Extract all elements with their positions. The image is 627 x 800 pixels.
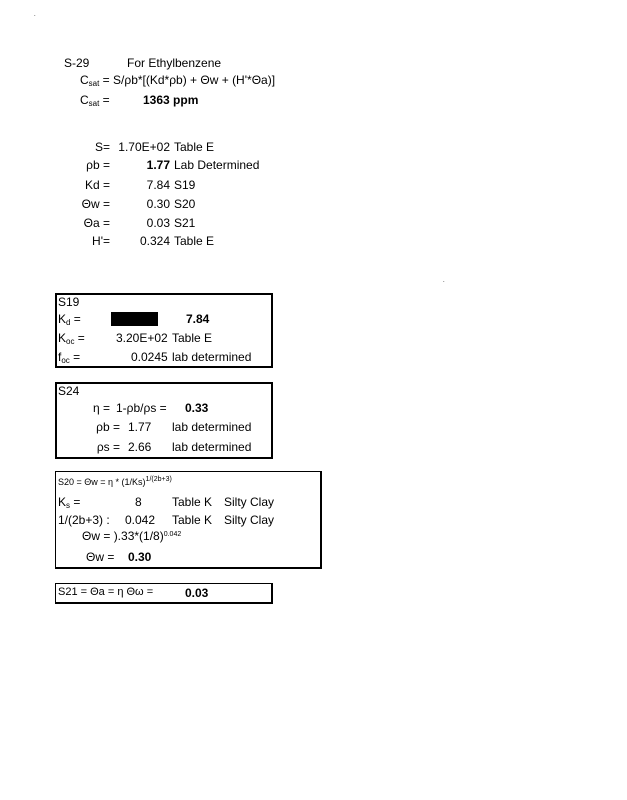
section-title: For Ethylbenzene [127, 56, 222, 70]
s20-thw-exponent: 0.042 [163, 531, 182, 538]
param-value: 0.30 [146, 197, 170, 211]
s20-title [58, 474, 172, 488]
param-symbol: Θw = [81, 197, 110, 211]
param-value: 0.324 [139, 234, 170, 248]
s20-ks-soil: Silty Clay [224, 495, 275, 509]
s19-kd-label: $K_d$ = [58, 312, 81, 327]
s21-value: 0.03 [185, 586, 209, 600]
s24-rhob-source: lab determined [172, 420, 252, 434]
s20-thw2-label: Θw = [86, 550, 115, 564]
s20-exp-soil: Silty Clay [224, 513, 275, 527]
s19-foc-label: $f_{oc}$ = [58, 350, 81, 365]
s24-rhos-label: ρs = [96, 440, 120, 454]
s24-rhos-value: 2.66 [128, 440, 152, 454]
param-source: S21 [174, 216, 196, 230]
param-symbol: ρb = [86, 158, 110, 172]
param-symbol: H'= [92, 234, 110, 248]
param-source: Table E [174, 140, 215, 154]
csat-result-label: $C_{sat}$ = [80, 93, 110, 108]
s19-kd-value: 7.84 [186, 312, 210, 326]
s20-title-exponent: 1/(2b+3) [145, 476, 172, 483]
csat-result-row [80, 93, 110, 108]
param-source: S20 [174, 197, 196, 211]
s19-foc-source: lab determined [172, 350, 252, 364]
s20-thw-formula: ).33*(1/8) [113, 529, 164, 543]
s24-eta-value: 0.33 [185, 401, 209, 415]
scan-speck: . [34, 12, 36, 18]
s21-formula: S21 = Θa = η Θω = [58, 586, 154, 598]
s20-thw-label: Θw = [82, 529, 111, 543]
s24-rhos-source: lab determined [172, 440, 252, 454]
s20-ks-value: 8 [135, 495, 142, 509]
param-value: 0.03 [146, 216, 170, 230]
param-value: 1.70E+02 [118, 140, 170, 154]
s19-koc-value: 3.20E+02 [116, 331, 168, 345]
s20-ks-source: Table K [172, 495, 213, 509]
param-source: Lab Determined [174, 158, 260, 172]
s19-title: S19 [58, 295, 80, 309]
s19-foc-value: 0.0245 [131, 350, 168, 364]
s24-rhob-value: 1.77 [128, 420, 152, 434]
param-symbol: S= [94, 140, 110, 154]
s20-exp-label: 1/(2b+3) : [58, 513, 110, 527]
s20-thw-row [82, 529, 181, 543]
s24-title: S24 [58, 384, 80, 398]
s20-exp-value: 0.042 [125, 513, 156, 527]
csat-label: $C_{sat}$ = [80, 73, 110, 88]
param-value: 7.84 [146, 178, 170, 192]
csat-formula-row [80, 73, 275, 88]
s20-title-formula: S20 = Θw = η * (1/Ks) [58, 477, 146, 487]
redaction-bar [111, 312, 158, 326]
s20-ks-label: $K_s$ = [58, 495, 81, 510]
s24-rhob-label: ρb = [96, 420, 120, 434]
param-source: S19 [174, 178, 196, 192]
s20-exp-source: Table K [172, 513, 213, 527]
s24-eta-formula: 1-ρb/ρs = [116, 401, 167, 415]
param-value: 1.77 [146, 158, 170, 172]
s19-koc-label: $K_{oc}$ = [58, 331, 85, 346]
s20-thw2-value: 0.30 [128, 550, 152, 564]
s19-koc-source: Table E [172, 331, 213, 345]
param-symbol: Kd = [84, 178, 110, 192]
param-source: Table E [174, 234, 215, 248]
csat-value: 1363 ppm [143, 93, 199, 107]
csat-formula: S/ρb*[(Kd*ρb) + Θw + (H'*Θa)] [113, 73, 276, 87]
param-symbol: Θa = [83, 216, 110, 230]
s24-eta-label: η = [92, 401, 110, 415]
scan-speck: . [443, 278, 445, 284]
section-id: S-29 [64, 56, 90, 70]
